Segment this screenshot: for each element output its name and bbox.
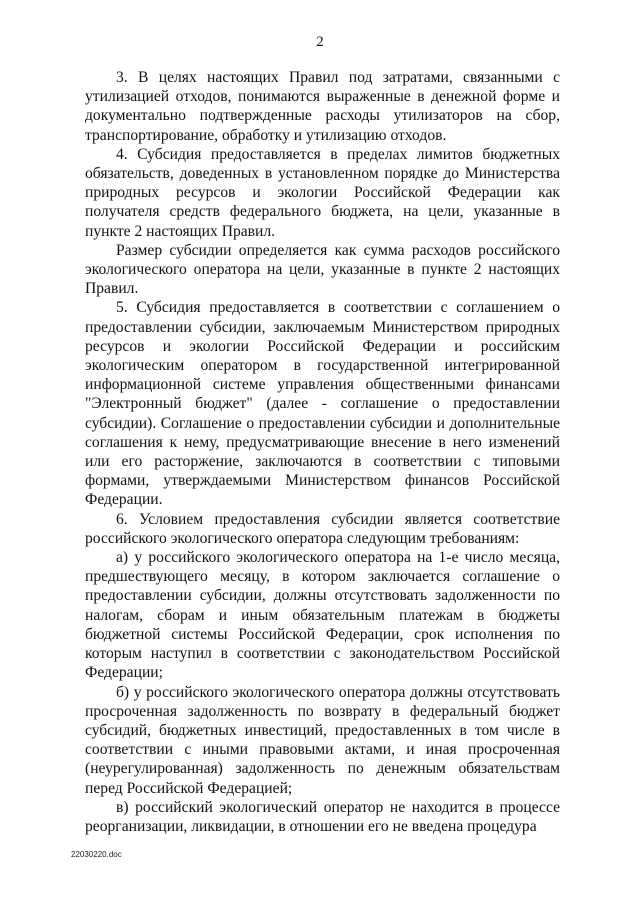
paragraph-subitem-b: б) у российского экологического оператора должны отсутствовать просроченная задолженность по возврату в федеральный бюджет субсидий, бюджетных инвестиций, предоставленных в том числе в соответствии с иными правовыми актами, и иная просроченная (неурегулированная) задолженность по денежным обязательствам перед Российской Федерацией; [85,683,560,797]
paragraph-subsidy-amount: Размер субсидии определяется как сумма расходов российского экологического оператора на цели, указанные в пункте 2 настоящих Правил. [85,241,560,298]
document-file-code: 22030220.doc [71,850,122,859]
page-number: 2 [316,34,324,50]
paragraph-subitem-v: в) российский экологический оператор не находится в процессе реорганизации, ликвидации, в отношении его не введена процедура [85,798,560,835]
paragraph-item-3: 3. В целях настоящих Правил под затратами, связанными с утилизацией отходов, понимаются выраженные в денежной форме и документально подтвержденные расходы утилизаторов на сбор, транспортирование, обработку и утилизацию отходов. [85,69,560,144]
paragraph-item-4: 4. Субсидия предоставляется в пределах лимитов бюджетных обязательств, доведенных в установленном порядке до Министерства природных ресурсов и экологии Российской Федерации как получателя средств федерального бюджета, на цели, указанные в пункте 2 настоящих Правил. [85,145,560,240]
paragraph-subitem-a: а) у российского экологического оператора на 1-е число месяца, предшествующего месяцу, в котором заключается соглашение о предоставлении субсидии, должны отсутствовать задолженности по налогам, сборам и иным обязательным платежам в бюджеты бюджетной системы Российской Федерации, срок исполнения по которым наступил в соответствии с законодательством Российской Федерации; [85,549,560,682]
paragraph-item-5: 5. Субсидия предоставляется в соответствии с соглашением о предоставлении субсидии, заключаемым Министерством природных ресурсов и экологии Российской Федерации и российским экологическим оператором в государственной интегрированной информационной системе управления общественными финансами "Электронный бюджет" (далее - соглашение о предоставлении субсидии). Соглашение о предоставлении субсидии и дополнительные соглашения к нему, предусматривающие внесение в него изменений или его расторжение, заключаются в соответствии с типовыми формами, утверждаемыми Министерством финансов Российской Федерации. [85,299,560,509]
document-body [85,68,560,836]
paragraph-item-6: 6. Условием предоставления субсидии является соответствие российского экологического оператора следующим требованиям: [85,510,560,547]
